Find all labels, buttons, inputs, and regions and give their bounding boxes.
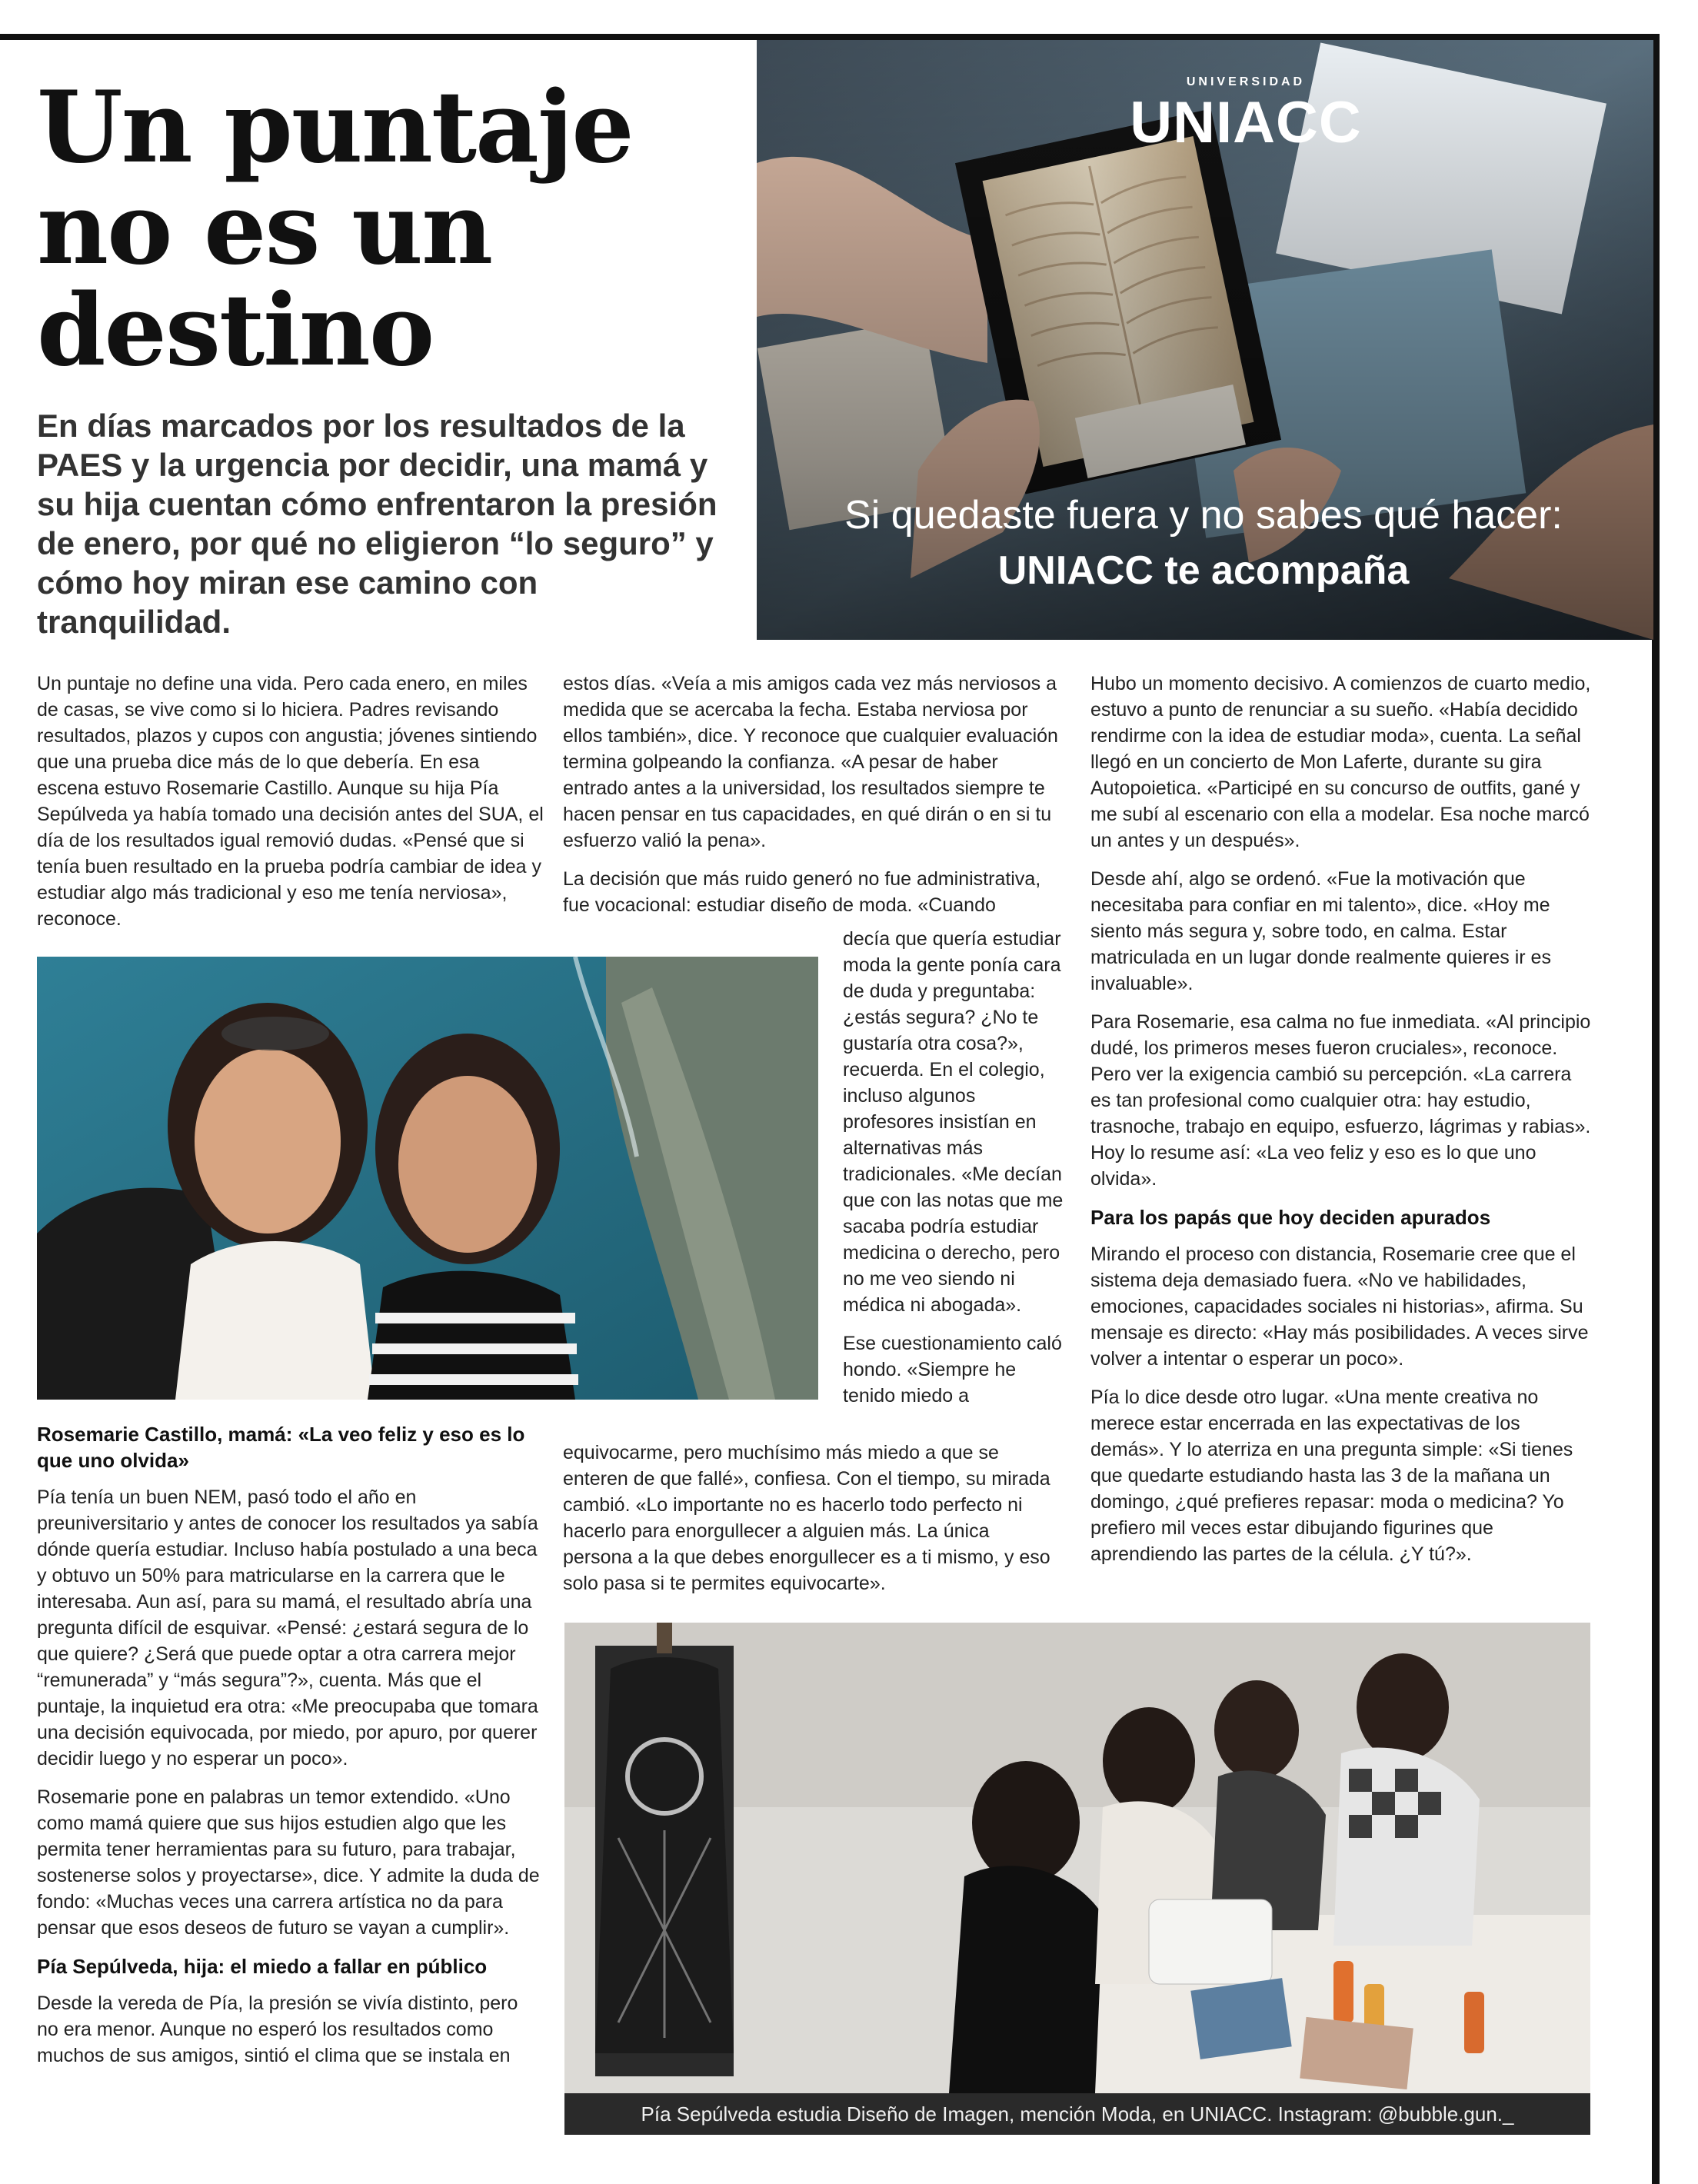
workshop-photo (564, 1623, 1590, 2093)
mother-daughter-photo (37, 957, 818, 1400)
subhead-pia: Pía Sepúlveda, hija: el miedo a fallar en público (37, 1955, 488, 1978)
paragraph: equivocarme, pero muchísimo más miedo a que se enteren de que fallé», confiesa. Con el tiempo, su mirada cambió. «Lo importante no es hacerlo todo perfecto ni hacerlo para enorgullecer a alguien más. La única persona a la que debes enorgullecer es a ti mismo, y eso solo pasa si te permites equivocarte». (563, 1442, 1050, 1594)
col3 (1090, 671, 1595, 1580)
paragraph: estos días. «Veía a mis amigos cada vez más nerviosos a medida que se acercaba la fecha. Estaba nerviosa por ellos también», dice. Y reconoce que cualquier evaluación termina golpeando la confianza. «A pesar de haber entrado antes a la universidad, los resultados siempre te hacen pensar en tus capacidades, en qué dirán o en si tu esfuerzo valió la pena». (563, 673, 1058, 851)
col2-bottom (563, 1440, 1063, 1609)
paragraph: Rosemarie pone en palabras un temor extendido. «Uno como mamá quiere que sus hijos estudien algo que les permita tener herramientas para su futuro, para trabajar, sostenerse solos y proyectarse», dice. Y admite la duda de fondo: «Muchas veces una carrera artística no da para pensar que esos deseos de futuro se vayan a cumplir». (37, 1786, 540, 1939)
paragraph: decía que quería estudiar moda la gente ponía cara de duda y preguntaba: ¿estás segura? ¿No te gustaría otra cosa?», recuerda. En el colegio, incluso algunos profesores insistían en alternativas más tradicionales. «Me decían que con las notas que me sacaba podría estudiar medicina o derecho, pero no me veo siendo ni médica ni abogada». (843, 928, 1064, 1316)
paragraph: Para Rosemarie, esa calma no fue inmediata. «Al principio dudé, los primeros meses fueron cruciales», reconoce. Pero ver la exigencia cambió su percepción. «La carrera es tan profesional como cualquier otra: hay estudio, trasnoche, trabajo en equipo, esfuerzo, lágrimas y rabias». Hoy lo resume así: «La veo feliz y eso es lo que uno olvida». (1090, 1011, 1591, 1190)
fashion-students-workshop-photo-icon (564, 1623, 1590, 2093)
deck-summary: En días marcados por los resultados de la PAES y la urgencia por decidir, una mamá y su hija cuentan cómo enfrentaron la presión de enero, por qué no eligieron “lo seguro” y cómo hoy miran ese camino con tranquilidad. (37, 408, 717, 640)
subhead-rosemarie: Rosemarie Castillo, mamá: «La veo feliz y eso es lo que uno olvida» (37, 1423, 525, 1472)
hero-logo-caption: UNIVERSIDAD (1186, 75, 1306, 88)
uniacc-logo: UNIACC (1130, 90, 1362, 155)
paragraph: Pía tenía un buen NEM, pasó todo el año en preuniversitario y antes de conocer los resultados ya sabía dónde quería estudiar. Incluso había postulado a una beca y obtuvo un 50% para matricularse en la carrera que le interesaba. Aun así, para su mamá, el resultado abría una pregunta difícil de esquivar. «Pensé: ¿estará segura de lo que quiere? ¿Será que puede optar a otra carrera mejor “remunerada” y “más segura”?», cuenta. Más que el puntaje, la inquietud era otra: «Me preocupaba que tomara una decisión equivocada, por miedo, por apuro, por querer decidir luego y no esperar un poco». (37, 1487, 538, 1770)
top-rule (0, 34, 1653, 40)
col2-top (563, 671, 1063, 931)
col1-intro (37, 671, 544, 944)
subhead-parents: Para los papás que hoy deciden apurados (1090, 1206, 1491, 1229)
paragraph: Desde la vereda de Pía, la presión se vivía distinto, pero no era menor. Aunque no esperó los resultados como muchos de sus amigos, sintió el clima que se instala en (37, 1993, 518, 2066)
paragraph: Pía lo dice desde otro lugar. «Una mente creativa no merece estar encerrada en las expectativas de los demás». Y lo aterriza en una pregunta simple: «Si tienes que quedarte estudiando hasta las 3 de la mañana un domingo, ¿qué prefieres repasar: moda o medicina? Yo prefiero mil veces estar dibujando figurines que aprendiendo las partes de la célula. ¿Y tú?». (1090, 1387, 1573, 1565)
hero-tagline-1: Si quedaste fuera y no sabes qué hacer: (844, 493, 1563, 538)
paragraph: Un puntaje no define una vida. Pero cada enero, en miles de casas, se vive como si lo hiciera. Padres revisando resultados, plazos y cupos con angustia; jóvenes sintiendo que una prueba dice más de lo que debería. En esa escena estuvo Rosemarie Castillo. Aunque su hija Pía Sepúlveda ya había tomado una decisión antes del SUA, el día de los resultados igual removió dudas. «Pensé que si tenía buen resultado en la prueba podría cambiar de idea y estudiar algo más tradicional y eso me tenía nerviosa», reconoce. (37, 673, 544, 930)
paragraph: La decisión que más ruido generó no fue administrativa, fue vocacional: estudiar diseño de moda. «Cuando (563, 868, 1041, 916)
col2-narrow (843, 926, 1066, 1421)
paragraph: Mirando el proceso con distancia, Rosemarie cree que el sistema deja demasiado fuera. «No ve habilidades, emociones, capacidades sociales ni historias», afirma. Su mensaje es directo: «Hay más posibilidades. A veces sirve volver a intentar o esperar un poco». (1090, 1243, 1589, 1370)
mother-daughter-selfie-photo-icon (37, 957, 818, 1400)
hero-tagline-2: UNIACC te acompaña (997, 548, 1410, 593)
headline-line-3: destino (37, 273, 434, 388)
paragraph: Hubo un momento decisivo. A comienzos de cuarto medio, estuvo a punto de renunciar a su sueño. «Había decidido rendirme con la idea de estudiar moda», cuenta. La señal llegó en un concierto de Mon Laferte, durante su gira Autopoietica. «Participé en su concurso de outfits, gané y me subí al escenario con ella a modelar. Esa noche marcó un antes y un después». (1090, 673, 1591, 851)
headline-line-1: Un puntaje (37, 70, 633, 185)
paragraph: Ese cuestionamiento caló hondo. «Siempre he tenido miedo a (843, 1333, 1062, 1407)
headline-line-2: no es un (37, 171, 492, 287)
headline (37, 70, 744, 388)
col1-body (37, 1421, 544, 2081)
photo-caption: Pía Sepúlveda estudia Diseño de Imagen, mención Moda, en UNIACC. Instagram: @bubble.gun._ (564, 2093, 1590, 2135)
paragraph: Desde ahí, algo se ordenó. «Fue la motivación que necesitaba para confiar en mi talento», dice. «Hoy me siento más segura y, sobre todo, en calma. Estar matriculada en un lugar donde realmente quieres ir es invaluable». (1090, 868, 1551, 994)
